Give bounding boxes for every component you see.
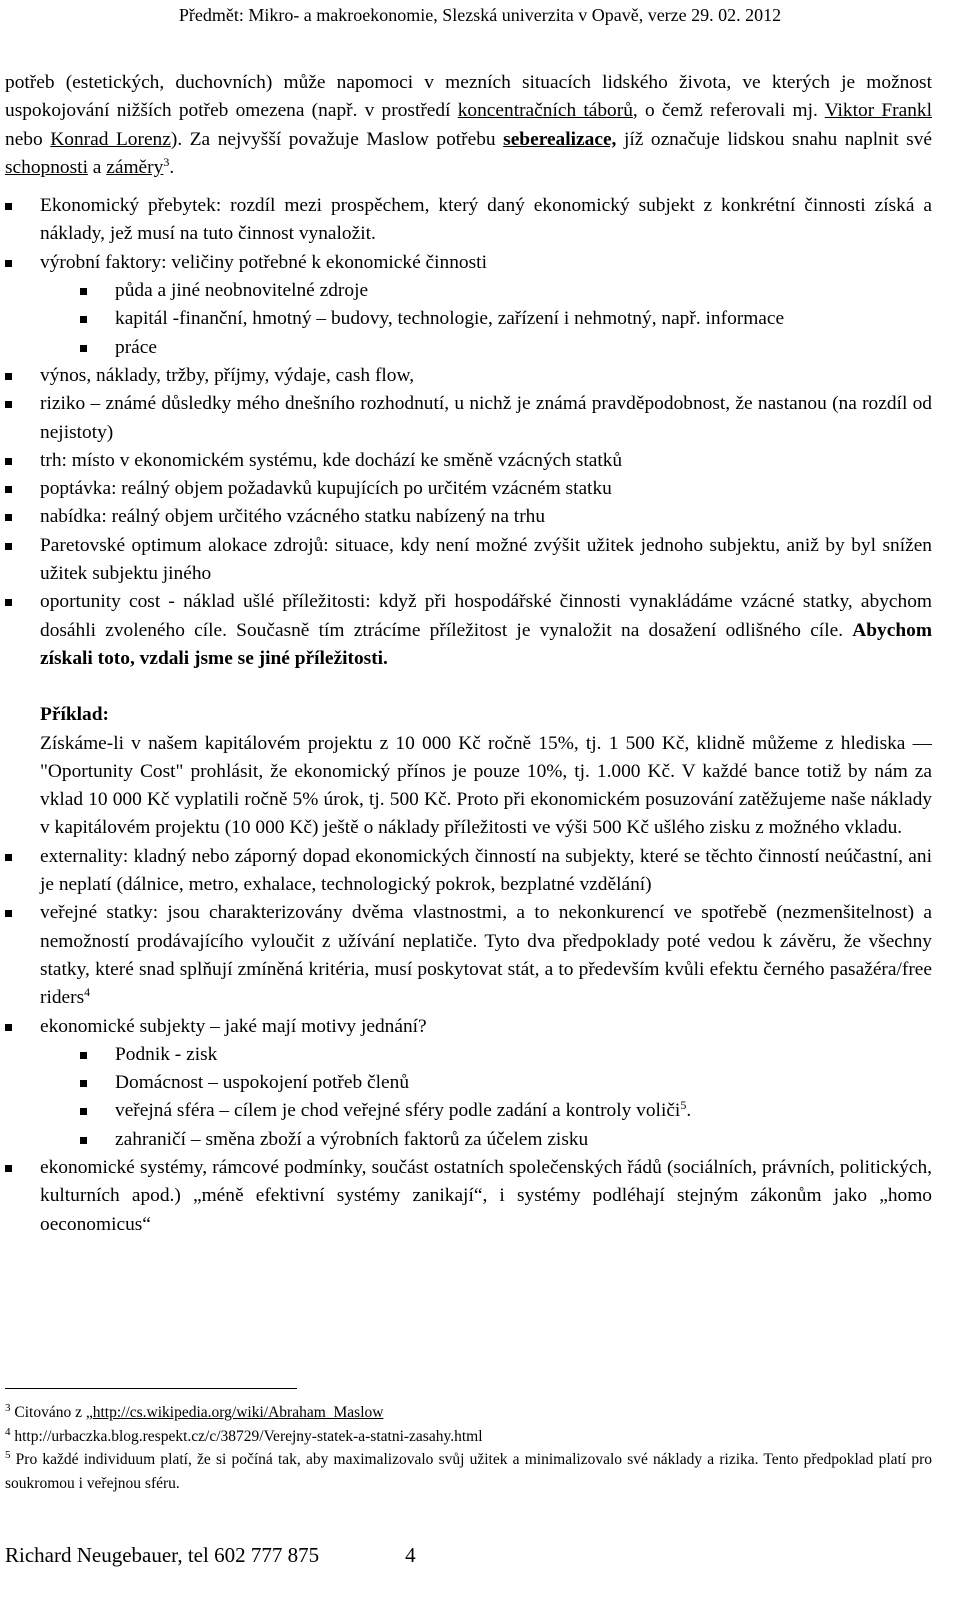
item-text: ekonomické systémy, rámcové podmínky, součást ostatních společenských řádů (sociálních, právních, politických, kulturních apod.) „méně efektivní systémy zanikají“, i systémy podléhají stejným zákonům jako „homo oeconomicus“: [40, 1156, 932, 1235]
item-text: Podnik - zisk: [115, 1043, 218, 1065]
sub-list-item: [5, 305, 932, 333]
item-text: externality: kladný nebo záporný dopad ekonomických činností na subjekty, které se těchto činností neúčastní, ani je neplatí (dálnice, metro, exhalace, technologický pokrok, bezplatné vzdělání): [40, 845, 932, 896]
intro-text: a: [87, 156, 107, 178]
item-text: Domácnost – uspokojení potřeb členů: [115, 1072, 410, 1094]
sub-list-item: veřejná sféra – cílem je chod veřejné sféry podle zadání a kontroly voliči$^5$.: [5, 1097, 932, 1125]
list-item: [5, 249, 932, 362]
intro-text: , o čemž referovali mj.: [632, 100, 825, 122]
square-bullet-icon: [5, 458, 12, 465]
square-bullet-icon: [5, 260, 12, 267]
header-title: Předmět: Mikro- a makroekonomie, Slezská univerzita v Opavě, verze 29. 02. 2012: [178, 5, 782, 25]
item-text: výrobní faktory: veličiny potřebné k ekonomické činnosti: [40, 251, 487, 273]
item-text: riziko – známé důsledky mého dnešního rozhodnutí, u nichž je známá pravděpodobnost, že nastanou (na rozdíl od nejistoty): [40, 393, 932, 443]
item-bold-text: Abychom získali toto, vzdali jsme se jiné příležitosti.: [40, 619, 932, 669]
link-konrad-lorenz[interactable]: Konrad Lorenz: [50, 128, 171, 150]
document-body: [5, 69, 932, 1239]
intro-text: ). Za nejvyšší považuje Maslow potřebu: [170, 128, 504, 150]
list-item: [5, 843, 932, 900]
intro-text: jíž označuje lidskou snahu naplnit své: [616, 128, 933, 150]
footnotes: [5, 1401, 932, 1495]
link-viktor-frankl[interactable]: Viktor Frankl: [824, 100, 932, 122]
footnote-ref[interactable]: 5: [680, 1098, 687, 1113]
sub-list-item: [5, 1126, 932, 1154]
square-bullet-icon: [5, 543, 12, 550]
footnote-text: Citováno z „: [10, 1404, 93, 1421]
footnote-number: 5: [5, 1449, 11, 1461]
square-bullet-icon: [5, 910, 12, 917]
list-item: [5, 362, 932, 390]
square-bullet-icon: [80, 316, 87, 323]
footnote-text: Pro každé individuum platí, že si počíná tak, aby maximalizovalo svůj užitek a minimalizovalo své náklady a rizika. Tento předpoklad platí pro soukromou i veřejnou sféru.: [5, 1451, 932, 1492]
list-item: [5, 475, 932, 503]
example-text: Získáme-li v našem kapitálovém projektu z 10 000 Kč ročně 15%, tj. 1 500 Kč, klidně můžeme z hlediska –– "Oportunity Cost" prohlásit, že ekonomický přínos je pouze 10%, tj. 1.000 Kč. V každé bance totiž by nám za vklad 10 000 Kč vyplatili ročně 5% úrok, tj. 500 Kč. Proto při ekonomickém posuzování zatěžujeme naše náklady v kapitálovém projektu (10 000 Kč) ještě o náklady příležitosti ve výši 500 Kč ušlého zisku z možného vkladu.: [40, 732, 932, 839]
list-item: [5, 1154, 932, 1239]
item-text: Paretovské optimum alokace zdrojů: situace, kdy není možné zvýšit užitek jednoho subjektu, aniž by byl snížen užitek subjektu jiného: [40, 534, 932, 585]
intro-text: nebo: [5, 128, 51, 150]
square-bullet-icon: [5, 514, 12, 521]
example-block: [5, 701, 932, 842]
list-item: [5, 532, 932, 589]
factors-sublist: [40, 277, 932, 362]
intro-paragraph: [5, 69, 932, 182]
square-bullet-icon: [80, 288, 87, 295]
square-bullet-icon: [80, 1137, 87, 1144]
square-bullet-icon: [5, 1165, 12, 1172]
link-self-actualization[interactable]: seberealizace,: [503, 128, 617, 150]
subjects-sublist: [40, 1041, 932, 1154]
intro-text: .: [169, 156, 175, 178]
item-text: kapitál -finanční, hmotný – budovy, technologie, zařízení i nehmotný, např. informace: [115, 308, 785, 330]
intro-text: potřeb (estetických, duchovních) může napomoci v mezních situacích lidského života, ve kterých je možnost uspokojování nižších potřeb omezena (např. v prostředí: [5, 72, 932, 122]
page-number: 4: [405, 1543, 416, 1567]
terms-list: [5, 192, 932, 673]
item-text: oportunity cost - náklad ušlé příležitosti: když při hospodářské činnosti vynakládáme vzácné statky, abychom dosáhli zvoleného cíle. Současně tím ztrácíme příležitost je vynaložit na dosažení odlišného cíle.: [40, 591, 932, 641]
item-text: práce: [115, 336, 157, 358]
footnote-separator: [5, 1388, 297, 1389]
example-title: Příklad:: [40, 704, 109, 726]
square-bullet-icon: [5, 203, 12, 210]
list-item: [5, 1013, 932, 1154]
square-bullet-icon: [5, 854, 12, 861]
footer-author: Richard Neugebauer, tel 602 777 875: [5, 1543, 320, 1567]
square-bullet-icon: [80, 1108, 87, 1115]
item-text: výnos, náklady, tržby, příjmy, výdaje, cash flow,: [40, 364, 415, 386]
square-bullet-icon: [80, 1080, 87, 1087]
list-item: [5, 390, 932, 447]
footnote-number: 3: [5, 1402, 11, 1414]
footnote-ref[interactable]: 4: [84, 985, 91, 1000]
square-bullet-icon: [80, 1052, 87, 1059]
square-bullet-icon: [5, 373, 12, 380]
footnote-4: [5, 1425, 932, 1449]
square-bullet-icon: [80, 345, 87, 352]
item-text: nabídka: reálný objem určitého vzácného statku nabízený na trhu: [40, 506, 546, 528]
square-bullet-icon: [5, 401, 12, 408]
sub-list-item: [5, 1069, 932, 1097]
list-item: [5, 503, 932, 531]
square-bullet-icon: [5, 486, 12, 493]
page-footer: [5, 1540, 416, 1570]
item-text: trh: místo v ekonomickém systému, kde dochází ke směně vzácných statků: [40, 449, 623, 471]
footnote-3: [5, 1401, 932, 1425]
square-bullet-icon: [5, 1024, 12, 1031]
list-item: [5, 588, 932, 673]
item-text: půda a jiné neobnovitelné zdroje: [115, 280, 369, 302]
footnote-text: http://urbaczka.blog.respekt.cz/c/38729/Verejny-statek-a-statni-zasahy.html: [10, 1427, 483, 1445]
sub-list-item: [5, 277, 932, 305]
link-concentration-camps[interactable]: koncentračních táborů: [457, 100, 633, 122]
list-item: [5, 447, 932, 475]
item-text: zahraničí – směna zboží a výrobních faktorů za účelem zisku: [115, 1128, 589, 1150]
item-text: Ekonomický přebytek: rozdíl mezi prospěchem, který daný ekonomický subjekt z konkrétní činnosti získá a náklady, jež musí na tuto činnost vynaložit.: [40, 195, 932, 245]
page-header: [0, 0, 960, 36]
footnote-5: [5, 1448, 932, 1495]
item-text: poptávka: reálný objem požadavků kupujících po určitém vzácném statku: [40, 478, 612, 500]
item-text: ekonomické subjekty – jaké mají motivy jednání?: [40, 1015, 427, 1037]
link-intentions[interactable]: záměry: [106, 156, 164, 178]
terms-list-2: [5, 843, 932, 1239]
link-abilities[interactable]: schopnosti: [5, 156, 88, 178]
sub-list-item: [5, 334, 932, 362]
item-text: veřejné statky: jsou charakterizovány dvěma vlastnostmi, a to nekonkurencí ve spotřebě (nezmenšitelnost) a nemožností prodávajícího vyloučit z užívání neplatiče. Tyto dva předpoklady poté vedou k závěru, že všechny statky, které snad splňují zmíněná kritéria, musí poskytovat stát, a to především kvůli efektu černého pasažéra/free riders: [40, 902, 932, 1009]
footnote-number: 4: [5, 1425, 11, 1438]
list-item: [5, 899, 932, 1012]
list-item: [5, 192, 932, 249]
link-maslow-wikipedia[interactable]: http://cs.wikipedia.org/wiki/Abraham_Maslow: [92, 1404, 384, 1421]
sub-list-item: [5, 1041, 932, 1069]
square-bullet-icon: [5, 599, 12, 606]
footnote-ref[interactable]: 3: [163, 154, 170, 169]
item-text: veřejná sféra – cílem je chod veřejné sféry podle zadání a kontroly voliči: [115, 1100, 681, 1122]
